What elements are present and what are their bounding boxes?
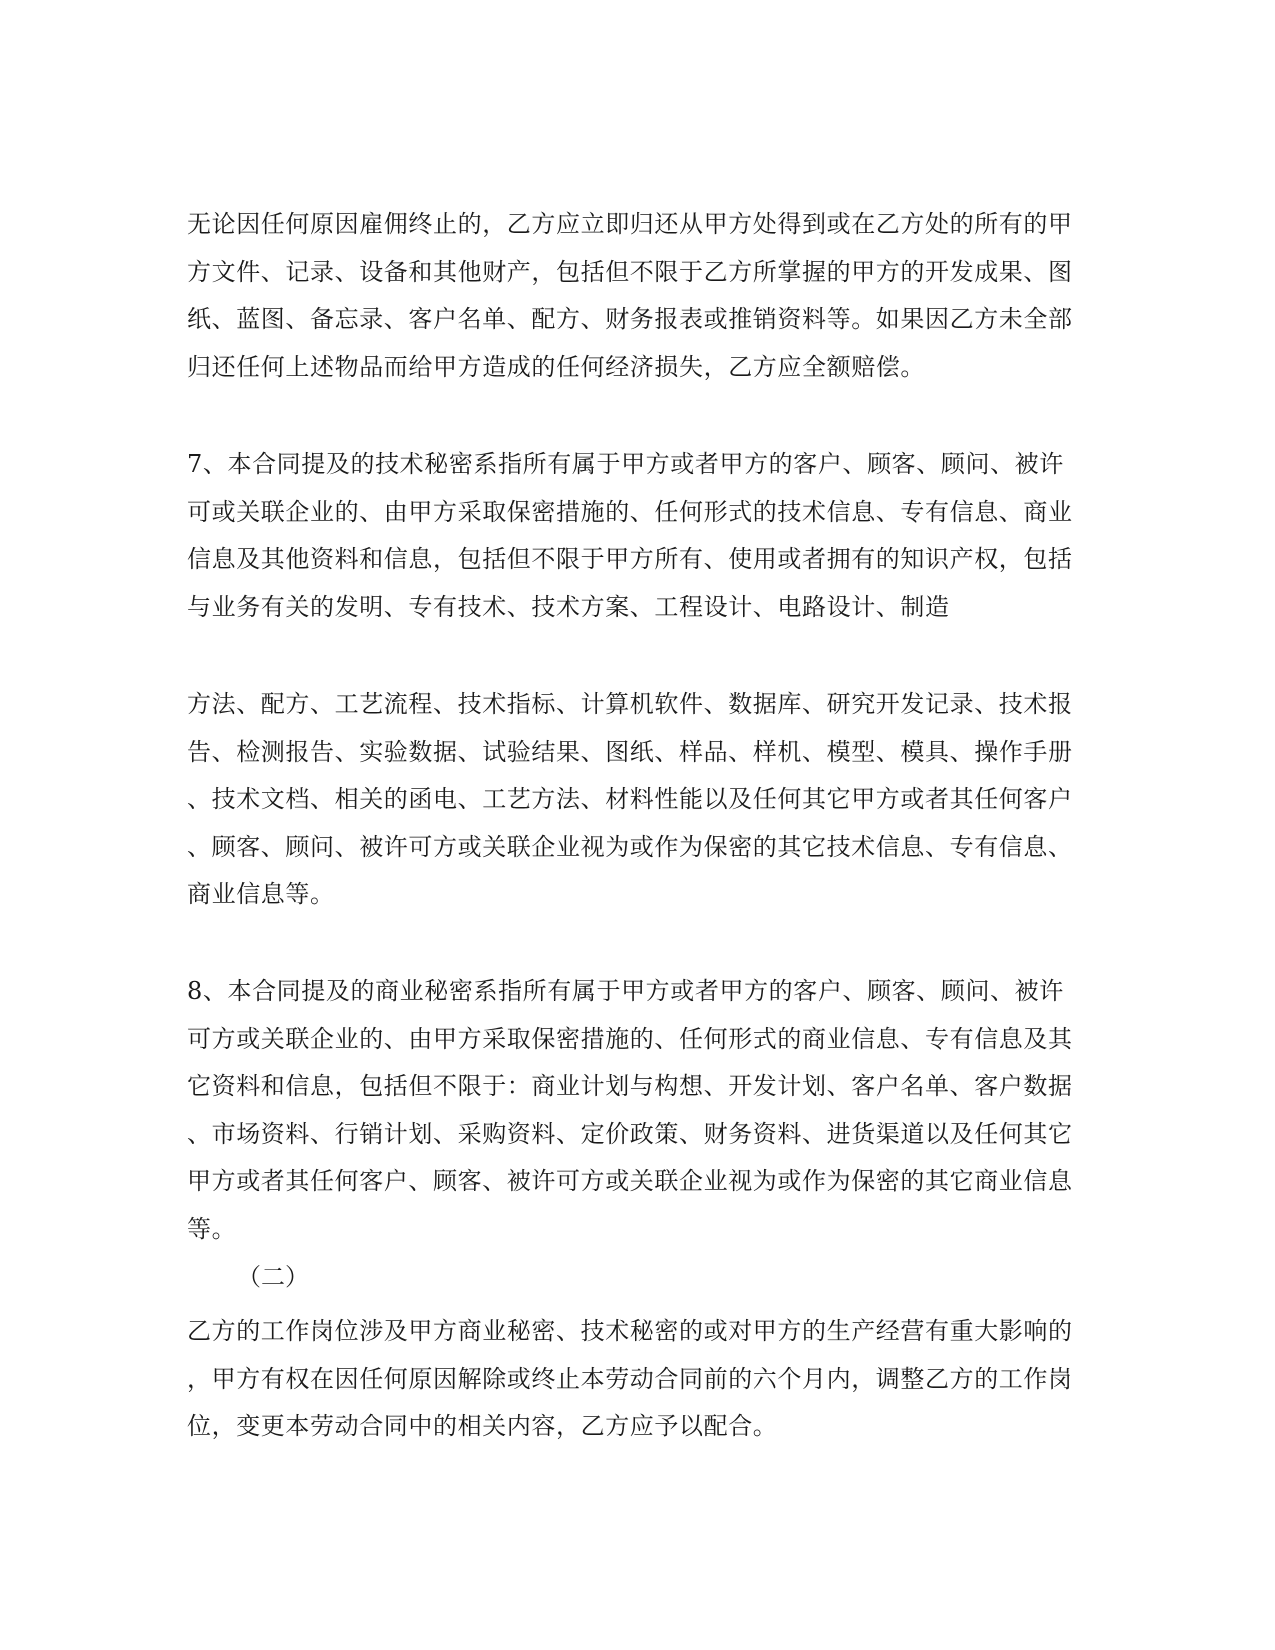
text-line: 归还任何上述物品而给甲方造成的任何经济损失，乙方应全额赔偿。 bbox=[187, 352, 925, 381]
text-line: 、技术文档、相关的函电、工艺方法、材料性能以及任何其它甲方或者其任何客户 bbox=[187, 785, 1073, 813]
text-line: 、顾客、顾问、被许可方或关联企业视为或作为保密的其它技术信息、专有信息、 bbox=[187, 832, 1073, 861]
text-line: 甲方或者其任何客户、顾客、被许可方或关联企业视为或作为保密的其它商业信息 bbox=[187, 1167, 1073, 1195]
paragraph-clause-7-continued bbox=[187, 681, 1073, 919]
text-line: 商业信息等。 bbox=[187, 880, 335, 908]
text-line: 7、本合同提及的技术秘密系指所有属于甲方或者甲方的客户、顾客、顾问、被许 bbox=[187, 450, 1064, 478]
text-line: 它资料和信息，包括但不限于：商业计划与构想、开发计划、客户名单、客户数据 bbox=[187, 1072, 1073, 1100]
text-line: 8、本合同提及的商业秘密系指所有属于甲方或者甲方的客户、顾客、顾问、被许 bbox=[187, 977, 1064, 1005]
text-line: 告、检测报告、实验数据、试验结果、图纸、样品、样机、模型、模具、操作手册 bbox=[187, 737, 1073, 766]
text-line: 可方或关联企业的、由甲方采取保密措施的、任何形式的商业信息、专有信息及其 bbox=[187, 1024, 1073, 1053]
text-line: ，甲方有权在因任何原因解除或终止本劳动合同前的六个月内，调整乙方的工作岗 bbox=[187, 1364, 1073, 1393]
text-line: 位，变更本劳动合同中的相关内容，乙方应予以配合。 bbox=[187, 1412, 778, 1440]
text-line: 与业务有关的发明、专有技术、技术方案、工程设计、电路设计、制造 bbox=[187, 592, 950, 621]
text-line: 可或关联企业的、由甲方采取保密措施的、任何形式的技术信息、专有信息、商业 bbox=[187, 497, 1073, 526]
text-line: 纸、蓝图、备忘录、客户名单、配方、财务报表或推销资料等。如果因乙方未全部 bbox=[187, 305, 1073, 333]
paragraph-clause-7 bbox=[187, 441, 1073, 631]
text-line: 、市场资料、行销计划、采购资料、定价政策、财务资料、进货渠道以及任何其它 bbox=[187, 1119, 1073, 1148]
text-line: 方文件、记录、设备和其他财产，包括但不限于乙方所掌握的甲方的开发成果、图 bbox=[187, 257, 1073, 286]
text-line: 无论因任何原因雇佣终止的，乙方应立即归还从甲方处得到或在乙方处的所有的甲 bbox=[187, 210, 1073, 238]
text-line: 方法、配方、工艺流程、技术指标、计算机软件、数据库、研究开发记录、技术报 bbox=[187, 690, 1073, 718]
paragraph-property-return bbox=[187, 201, 1073, 391]
text-line: 乙方的工作岗位涉及甲方商业秘密、技术秘密的或对甲方的生产经营有重大影响的 bbox=[187, 1317, 1073, 1345]
text-line: 等。 bbox=[187, 1214, 237, 1243]
section-heading: （二） bbox=[237, 1263, 309, 1291]
paragraph-section-2 bbox=[187, 1308, 1073, 1451]
text-line: 信息及其他资料和信息，包括但不限于甲方所有、使用或者拥有的知识产权，包括 bbox=[187, 545, 1073, 573]
paragraph-clause-8 bbox=[187, 968, 1073, 1253]
